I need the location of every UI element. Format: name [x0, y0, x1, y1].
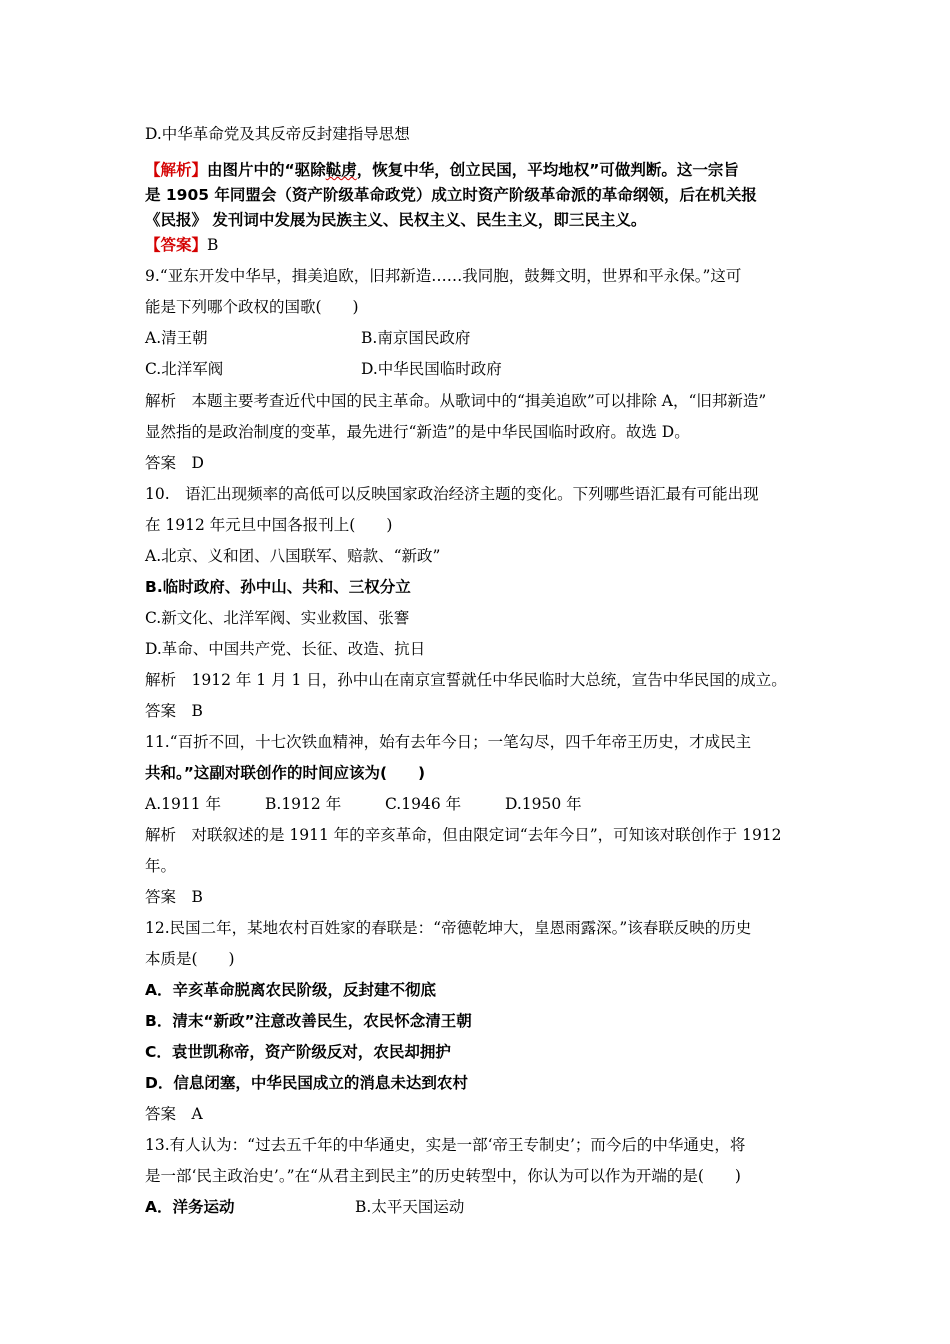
q9-option-a: A.清王朝	[145, 329, 208, 347]
q10-option-d: D.革命、中国共产党、长征、改造、抗日	[145, 640, 426, 658]
q9-option-c: C.北洋军阀	[145, 360, 224, 378]
q9-analysis-line2: 显然指的是政治制度的变革，最先进行“新造”的是中华民国临时政府。故选 D。	[145, 423, 690, 441]
q8-analysis-line3: 《民报》 发刊词中发展为民族主义、民权主义、民生主义，即三民主义。	[145, 211, 647, 229]
q13-options-row	[145, 1197, 464, 1217]
q10-answer: 答案 B	[145, 702, 203, 720]
q11-analysis-line2: 年。	[145, 857, 177, 875]
q13-option-a: A．洋务运动	[145, 1198, 235, 1216]
q9-analysis-line1: 解析 本题主要考查近代中国的民主革命。从歌词中的“揖美追欧”可以排除 A，“旧邦新造”	[145, 392, 767, 410]
q11-analysis-line1: 解析 对联叙述的是 1911 年的辛亥革命，但由限定词“去年今日”，可知该对联创作于 1912	[145, 826, 782, 844]
q9-answer: 答案 D	[145, 454, 204, 472]
q12-option-c: C．袁世凯称帝，资产阶级反对，农民却拥护	[145, 1043, 451, 1061]
q11-answer: 答案 B	[145, 888, 203, 906]
q13-option-b: B.太平天国运动	[355, 1198, 465, 1216]
q11-option-b: B.1912 年	[265, 795, 342, 813]
q11-stem-line1: 11.“百折不回，十七次铁血精神，始有去年今日；一笔勾尽，四千年帝王历史，才成民主	[145, 733, 752, 751]
q11-option-a: A.1911 年	[145, 795, 221, 813]
q10-option-b: B.临时政府、孙中山、共和、三权分立	[145, 578, 411, 596]
q12-stem-line1: 12.民国二年，某地农村百姓家的春联是：“帝德乾坤大，皇恩雨露深。”该春联反映的历史	[145, 919, 752, 937]
q8-analysis-line1: 【解析】由图片中的“驱除鞑虏，恢复中华，创立民国，平均地权”可做判断。这一宗旨	[145, 161, 739, 179]
q12-stem-line2: 本质是( )	[145, 950, 235, 968]
q11-stem-line2: 共和。”这副对联创作的时间应该为( )	[145, 764, 426, 782]
q9-option-d: D.中华民国临时政府	[361, 360, 502, 378]
q9-stem-line2: 能是下列哪个政权的国歌( )	[145, 298, 359, 316]
q10-analysis: 解析 1912 年 1 月 1 日，孙中山在南京宣誓就任中华民临时大总统，宣告中华民国的成立。	[145, 671, 787, 689]
answer-tag: 【答案】	[145, 236, 208, 254]
q9-option-b: B.南京国民政府	[361, 329, 471, 347]
q10-option-c: C.新文化、北洋军阀、实业救国、张謇	[145, 609, 410, 627]
q9-stem-line1: 9.“亚东开发中华早，揖美追欧，旧邦新造……我同胞，鼓舞文明，世界和平永保。”这可	[145, 267, 742, 285]
q12-option-b: B．清末“新政”注意改善民生，农民怀念清王朝	[145, 1012, 472, 1030]
analysis-tag: 【解析】	[145, 161, 208, 179]
q9-options-row2	[145, 359, 502, 379]
q9-options-row1	[145, 328, 470, 348]
q11-option-d: D.1950 年	[505, 795, 582, 813]
q13-stem-line2: 是一部‘民主政治史’。”在“从君主到民主”的历史转型中，你认为可以作为开端的是( )	[145, 1167, 741, 1185]
q10-stem-line2: 在 1912 年元旦中国各报刊上( )	[145, 516, 393, 534]
q10-stem-line1: 10. 语汇出现频率的高低可以反映国家政治经济主题的变化。下列哪些语汇最有可能出现	[145, 485, 759, 503]
q11-options-row	[145, 794, 582, 814]
q11-option-c: C.1946 年	[385, 795, 462, 813]
q12-answer: 答案 A	[145, 1105, 203, 1123]
q13-stem-line1: 13.有人认为：“过去五千年的中华通史，实是一部‘帝王专制史’；而今后的中华通史，将	[145, 1136, 746, 1154]
q12-option-a: A．辛亥革命脱离农民阶级，反封建不彻底	[145, 981, 436, 999]
q10-option-a: A.北京、义和团、八国联军、赔款、“新政”	[145, 547, 441, 565]
option-d-text: D.中华革命党及其反帝反封建指导思想	[145, 125, 410, 143]
q8-answer: 【答案】B	[145, 236, 219, 254]
q12-option-d: D．信息闭塞，中华民国成立的消息未达到农村	[145, 1074, 468, 1092]
q8-analysis-line2: 是 1905 年同盟会（资产阶级革命政党）成立时资产阶级革命派的革命纲领，后在机关报	[145, 186, 757, 204]
